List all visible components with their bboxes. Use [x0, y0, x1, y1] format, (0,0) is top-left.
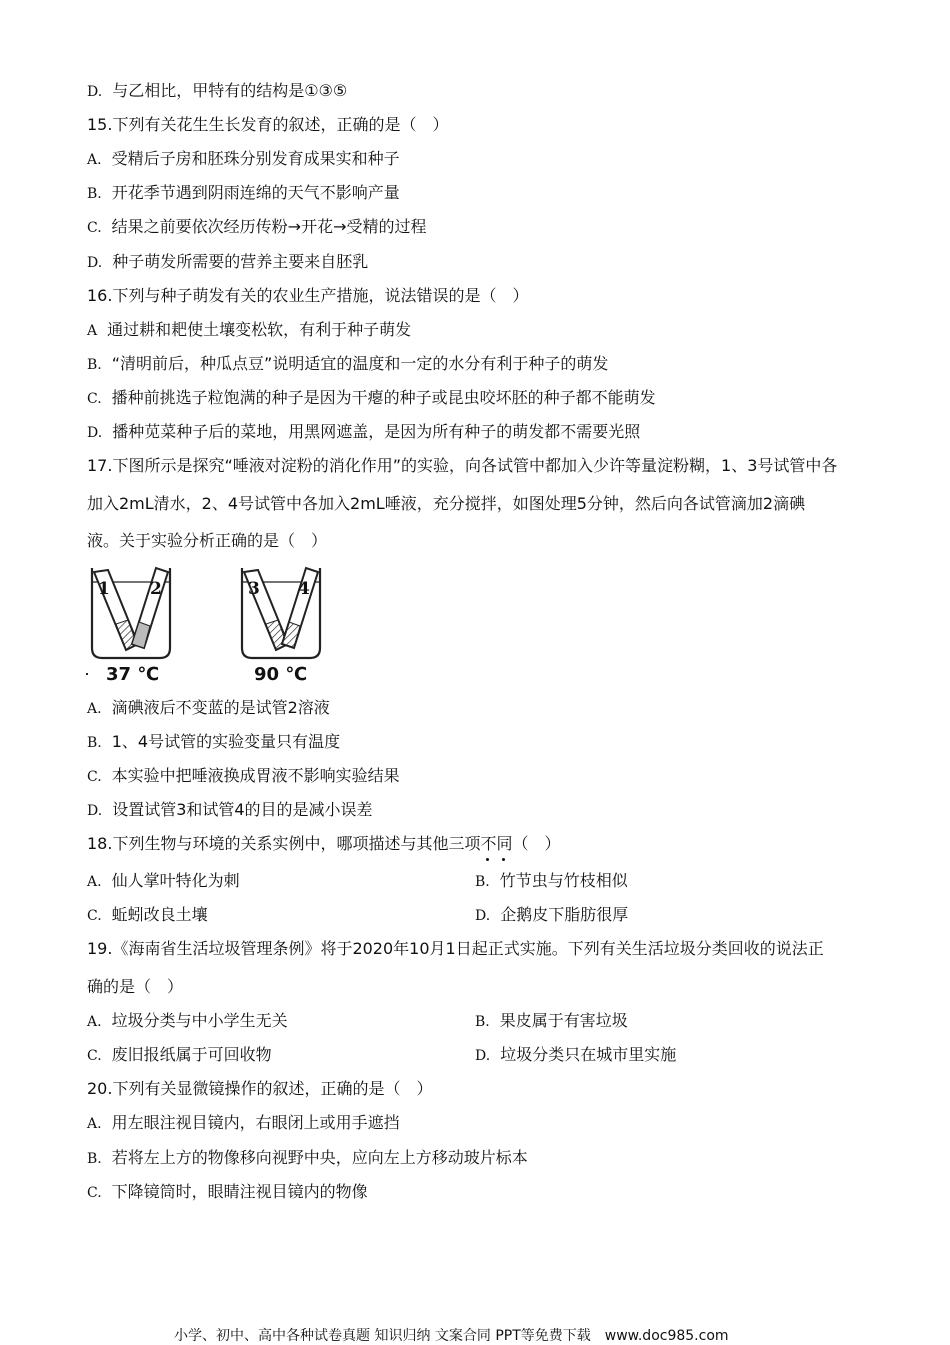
- option-text: 垃圾分类只在城市里实施: [500, 1045, 677, 1064]
- option-label: A.: [87, 1116, 102, 1132]
- option-label: B.: [87, 357, 102, 373]
- q18-option-a: [87, 871, 240, 892]
- option-text: 企鹅皮下脂肪很厚: [500, 905, 629, 924]
- option-label: D.: [475, 1048, 491, 1064]
- option-text: 播种苋菜种子后的菜地，用黑网遮盖，是因为所有种子的萌发都不需要光照: [112, 422, 641, 441]
- option-label: C.: [87, 908, 102, 924]
- option-text: 播种前挑选子粒饱满的种子是因为干瘪的种子或昆虫咬坏胚的种子都不能萌发: [111, 388, 656, 407]
- q15-option-a: [87, 149, 400, 170]
- option-text: 受精后子房和胚珠分别发育成果实和种子: [111, 149, 400, 168]
- option-text: 结果之前要依次经历传粉→开花→受精的过程: [111, 217, 427, 236]
- q15-stem: 15.下列有关花生生长发育的叙述，正确的是（ ）: [87, 115, 449, 134]
- emphasis-dot: [486, 858, 489, 861]
- q17-stem-line-2: 加入2mL清水，2、4号试管中各加入2mL唾液，充分搅拌，如图处理5分钟，然后向各试管滴加2滴碘: [87, 494, 806, 513]
- q19-option-d: [475, 1045, 676, 1066]
- q18-option-c: [87, 905, 208, 926]
- q20-stem: 20.下列有关显微镜操作的叙述，正确的是（ ）: [87, 1079, 433, 1098]
- option-label: C.: [87, 220, 102, 236]
- q15-option-b: [87, 183, 400, 204]
- tube-1-label: 1: [98, 579, 110, 599]
- q16-option-d: [87, 422, 640, 443]
- q19-stem-line-2: 确的是（ ）: [87, 977, 184, 996]
- option-text: 废旧报纸属于可回收物: [111, 1045, 272, 1064]
- option-text: 垃圾分类与中小学生无关: [111, 1011, 288, 1030]
- q19-option-a: [87, 1011, 288, 1032]
- q16-option-b: [87, 354, 608, 375]
- option-text: 通过耕和耙使土壤变松软，有利于种子萌发: [107, 320, 412, 339]
- option-text: 竹节虫与竹枝相似: [499, 871, 628, 890]
- option-label: A.: [87, 1014, 102, 1030]
- q20-option-a: [87, 1113, 400, 1134]
- option-label: B.: [475, 1014, 490, 1030]
- option-label: D.: [87, 803, 103, 819]
- q14-option-d: [87, 81, 347, 102]
- tube-3-label: 3: [248, 579, 260, 599]
- temp-90-label: 90 ℃: [254, 664, 308, 684]
- q19-option-b: [475, 1011, 628, 1032]
- q18-stem: [87, 834, 560, 854]
- q19-option-c: [87, 1045, 272, 1066]
- option-label: D.: [87, 255, 103, 271]
- page-footer: 小学、初中、高中各种试卷真题 知识归纳 文案合同 PPT等免费下载 www.doc985.com: [174, 1328, 729, 1344]
- q17-stem-line-1: 17.下图所示是探究“唾液对淀粉的消化作用”的实验，向各试管中都加入少许等量淀粉糊，1、3号试管中各: [87, 456, 838, 475]
- option-text: 本实验中把唾液换成胃液不影响实验结果: [111, 766, 400, 785]
- option-label: B.: [87, 186, 102, 202]
- q17-option-c: [87, 766, 400, 787]
- option-text: 1、4号试管的实验变量只有温度: [111, 732, 341, 751]
- q18-stem-before: 18.下列生物与环境的关系实例中，哪项描述与其他三项: [87, 834, 481, 853]
- experiment-figure: [86, 562, 326, 688]
- q19-stem-line-1: 19.《海南省生活垃圾管理条例》将于2020年10月1日起正式实施。下列有关生活垃圾分类回收的说法正: [87, 939, 824, 958]
- option-label: A.: [87, 701, 102, 717]
- option-label: A.: [87, 152, 102, 168]
- option-text: 若将左上方的物像移向视野中央，应向左上方移动玻片标本: [111, 1148, 528, 1167]
- option-text: 下降镜筒时，眼睛注视目镜内的物像: [111, 1182, 368, 1201]
- option-label: A.: [87, 874, 102, 890]
- q17-stem-line-3: 液。关于实验分析正确的是（ ）: [87, 531, 328, 550]
- option-label: D.: [87, 84, 103, 100]
- option-label: C.: [87, 1048, 102, 1064]
- option-text: 开花季节遇到阴雨连绵的天气不影响产量: [111, 183, 400, 202]
- q20-option-c: [87, 1182, 368, 1203]
- q18-option-b: [475, 871, 628, 892]
- q15-option-c: [87, 217, 427, 238]
- q15-option-d: [87, 252, 368, 273]
- emphasis-text: 不同: [480, 834, 513, 853]
- option-label: D.: [87, 425, 103, 441]
- option-text: “清明前后，种瓜点豆”说明适宜的温度和一定的水分有利于种子的萌发: [111, 354, 609, 373]
- option-text: 用左眼注视目镜内，右眼闭上或用手遮挡: [111, 1113, 400, 1132]
- option-label: B.: [475, 874, 490, 890]
- option-text: 与乙相比，甲特有的结构是①③⑤: [112, 81, 348, 100]
- q17-option-a: [87, 698, 330, 719]
- q16-option-c: [87, 388, 656, 409]
- option-text: 滴碘液后不变蓝的是试管2溶液: [111, 698, 330, 717]
- q18-option-d: [475, 905, 628, 926]
- option-text: 种子萌发所需要的营养主要来自胚乳: [112, 252, 369, 271]
- option-label: B.: [87, 735, 102, 751]
- temp-37-label: 37 ℃: [106, 664, 160, 684]
- q20-option-b: [87, 1148, 528, 1169]
- tube-4-label: 4: [298, 579, 310, 599]
- q16-option-a: [87, 320, 411, 341]
- option-label: D.: [475, 908, 491, 924]
- q16-stem: 16.下列与种子萌发有关的农业生产措施，说法错误的是（ ）: [87, 286, 529, 305]
- option-text: 仙人掌叶特化为刺: [111, 871, 240, 890]
- option-label: C.: [87, 391, 102, 407]
- option-text: 果皮属于有害垃圾: [499, 1011, 628, 1030]
- option-label: C.: [87, 1185, 102, 1201]
- q17-option-b: [87, 732, 340, 753]
- q18-stem-after: （ ）: [512, 834, 561, 853]
- option-label: B.: [87, 1151, 102, 1167]
- emphasis-dot: [502, 858, 505, 861]
- option-label: C.: [87, 769, 102, 785]
- q17-option-d: [87, 800, 373, 821]
- option-text: 设置试管3和试管4的目的是减小误差: [112, 800, 373, 819]
- option-label: A: [87, 323, 98, 339]
- tube-2-label: 2: [150, 579, 162, 599]
- q18-stem-emphasis: [480, 834, 512, 854]
- option-text: 蚯蚓改良土壤: [111, 905, 208, 924]
